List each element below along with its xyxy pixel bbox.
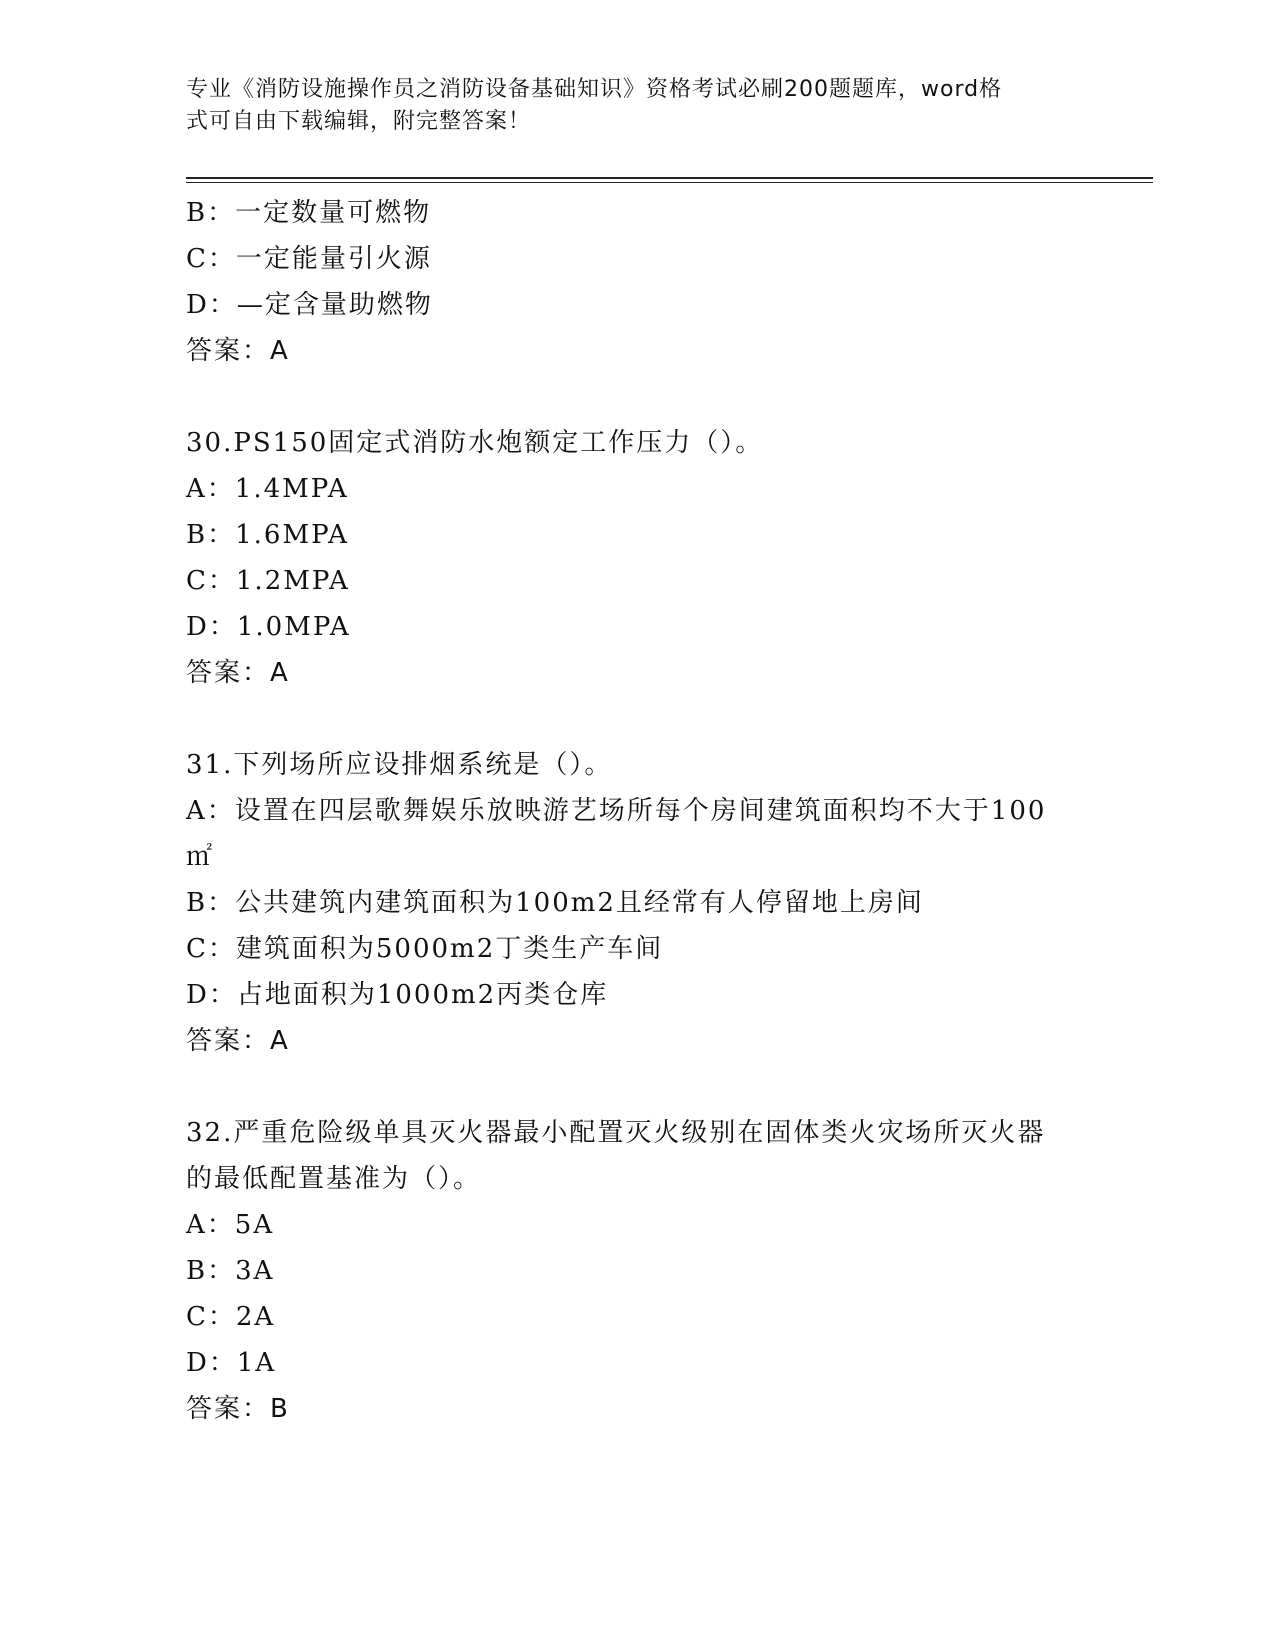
spacer	[186, 696, 1086, 742]
spacer	[186, 374, 1086, 420]
question-text: 30.PS150固定式消防水炮额定工作压力（）。	[186, 428, 764, 458]
header-divider-thin	[186, 182, 1153, 183]
option-c: C：1.2MPA	[186, 566, 350, 596]
header-divider-thick	[186, 177, 1153, 179]
header-line-2: 式可自由下载编辑，附完整答案！	[186, 109, 532, 134]
question-text-line-1: 32.严重危险级单具灭火器最小配置灭火级别在固体类火灾场所灭火器	[186, 1118, 1046, 1148]
answer-line: 答案：A	[186, 1026, 290, 1056]
header-line-1: 专业《消防设施操作员之消防设备基础知识》资格考试必刷200题题库，word格	[186, 77, 1003, 102]
question-text: 31.下列场所应设排烟系统是（）。	[186, 750, 613, 780]
answer-line: 答案：B	[186, 1394, 290, 1424]
option-d: D：—定含量助燃物	[186, 290, 433, 320]
document-header	[186, 74, 1066, 138]
question-block-29	[186, 190, 1086, 374]
option-b: B：1.6MPA	[186, 520, 349, 550]
option-a: A：1.4MPA	[186, 474, 349, 504]
option-d: D：占地面积为1000m2丙类仓库	[186, 980, 609, 1010]
option-b: B：公共建筑内建筑面积为100m2且经常有人停留地上房间	[186, 888, 924, 918]
question-text-line-2: 的最低配置基准为（）。	[186, 1164, 482, 1194]
option-c: C：一定能量引火源	[186, 244, 432, 274]
question-block-30	[186, 420, 1086, 696]
answer-line: 答案：A	[186, 658, 290, 688]
option-a: A：5A	[186, 1210, 275, 1240]
option-b: B：一定数量可燃物	[186, 198, 432, 228]
question-block-31	[186, 742, 1086, 1064]
option-a: A：设置在四层歌舞娱乐放映游艺场所每个房间建筑面积均不大于100	[186, 796, 1047, 826]
spacer	[186, 1064, 1086, 1110]
option-a-continuation: ㎡	[186, 842, 215, 872]
option-d: D：1A	[186, 1348, 277, 1378]
option-c: C：建筑面积为5000m2丁类生产车间	[186, 934, 664, 964]
question-block-32	[186, 1110, 1086, 1432]
question-list	[186, 190, 1086, 1432]
answer-line: 答案：A	[186, 336, 290, 366]
option-c: C：2A	[186, 1302, 276, 1332]
option-d: D：1.0MPA	[186, 612, 351, 642]
option-b: B：3A	[186, 1256, 275, 1286]
